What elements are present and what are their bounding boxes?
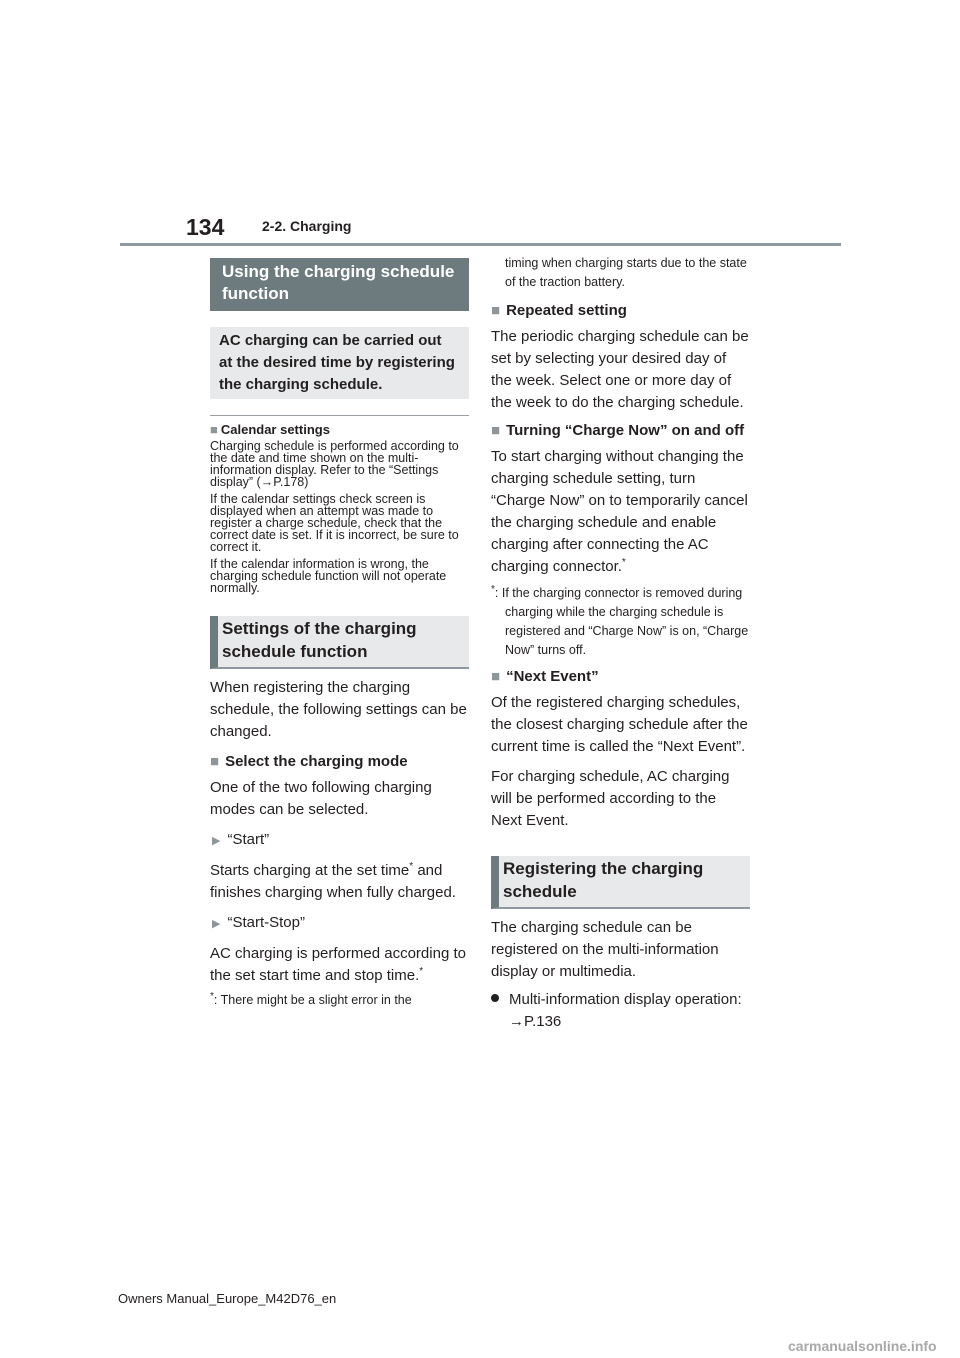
settings-heading: Settings of the charging schedule function	[210, 616, 469, 669]
start-label-text: “Start”	[227, 831, 270, 848]
chargenow-heading	[491, 420, 750, 442]
mode-heading	[210, 751, 469, 773]
startstop-label	[210, 912, 469, 935]
start-text: Starts charging at the set time* and finishes charging when fully charged.	[210, 861, 456, 901]
settings-intro: When registering the charging schedule, the following settings can be changed.	[210, 679, 467, 740]
repeated-heading	[491, 300, 750, 322]
calendar-heading	[210, 422, 469, 437]
mode-heading-text: Select the charging mode	[225, 753, 408, 770]
nextevent-heading-text: “Next Event”	[506, 668, 599, 685]
nextevent-p2: For charging schedule, AC charging will be performed according to the Next Event.	[491, 768, 730, 829]
chargenow-footnote: *: If the charging connector is removed during charging while the charging schedule is registered and “Charge Now” is on, “Charge Now” turns off.	[491, 583, 749, 657]
chargenow-heading-text: Turning “Charge Now” on and off	[506, 422, 745, 439]
square-bullet-icon: ■	[210, 422, 218, 437]
chargenow-text: To start charging without changing the charging schedule setting, turn “Charge Now” on to temporarily cancel the charging schedule and enable charging after connecting the AC charging connector.*	[491, 448, 748, 575]
footer: Owners Manual_Europe_M42D76_en	[118, 1291, 337, 1306]
square-bullet-icon: ■	[491, 422, 501, 439]
register-heading: Registering the charging schedule	[491, 856, 750, 909]
divider	[210, 415, 469, 416]
section-title: 2-2. Charging	[262, 218, 352, 234]
header-rule	[120, 243, 841, 246]
left-column	[210, 258, 469, 1010]
square-bullet-icon: ■	[210, 753, 220, 770]
calendar-heading-text: Calendar settings	[220, 422, 330, 437]
footnote: *: There might be a slight error in the	[210, 990, 412, 1007]
nextevent-heading	[491, 666, 750, 688]
startstop-label-text: “Start-Stop”	[227, 914, 305, 931]
round-bullet-icon	[491, 994, 499, 1002]
main-title: Using the charging schedule function	[210, 258, 469, 311]
repeated-text: The periodic charging schedule can be set by selecting your desired day of the week. Select one or more day of the week to do the charging schedule.	[491, 328, 749, 411]
intro-box: AC charging can be carried out at the desired time by registering the charging schedule.	[210, 327, 469, 399]
nextevent-p1: Of the registered charging schedules, the closest charging schedule after the current time is called the “Next Event”.	[491, 694, 748, 755]
mode-intro: One of the two following charging modes can be selected.	[210, 779, 432, 818]
startstop-text: AC charging is performed according to the set start time and stop time.*	[210, 945, 466, 984]
triangle-bullet-icon: ▶	[212, 918, 221, 930]
calendar-p3: If the calendar information is wrong, the charging schedule function will not operate normally.	[210, 557, 447, 595]
page-number: 134	[186, 214, 225, 240]
footnote-continued: timing when charging starts due to the state of the traction battery.	[505, 256, 747, 289]
register-text: The charging schedule can be registered on the multi-information display or multimedia.	[491, 919, 719, 980]
square-bullet-icon: ■	[491, 668, 501, 685]
calendar-p1: Charging schedule is performed according to the date and time shown on the multi-information display. Refer to the “Settings display” (→P.178)	[210, 439, 459, 489]
register-bullet	[491, 989, 750, 1033]
watermark: carmanualsonline.info	[788, 1338, 937, 1354]
calendar-p2: If the calendar settings check screen is displayed when an attempt was made to register a charge schedule, check that the correct date is set. If it is incorrect, be sure to correct it.	[210, 492, 459, 554]
repeated-heading-text: Repeated setting	[506, 302, 627, 319]
right-column	[491, 254, 750, 1033]
square-bullet-icon: ■	[491, 302, 501, 319]
start-label	[210, 829, 469, 852]
triangle-bullet-icon: ▶	[212, 835, 221, 847]
register-bullet-text: Multi-information display operation: →P.136	[509, 991, 742, 1030]
